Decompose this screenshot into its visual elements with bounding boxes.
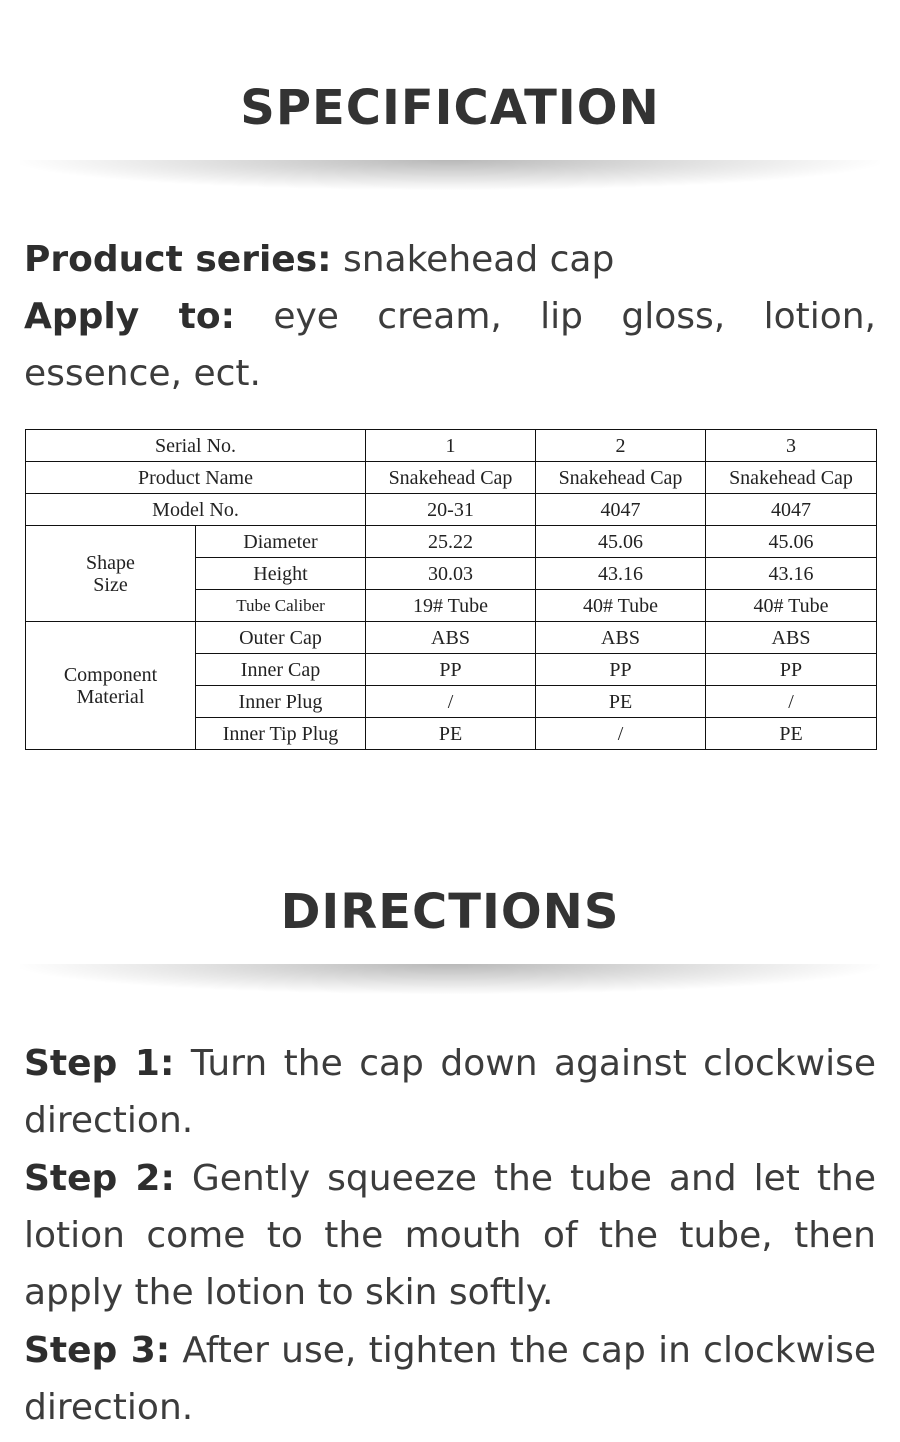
- table-cell: Snakehead Cap: [366, 462, 536, 494]
- directions-divider: [20, 964, 880, 994]
- table-row: [26, 462, 877, 494]
- table-cell: 2: [536, 430, 706, 462]
- table-cell: 30.03: [366, 558, 536, 590]
- table-cell: ABS: [706, 622, 877, 654]
- specification-table: [25, 429, 877, 750]
- table-cell: 43.16: [706, 558, 877, 590]
- component-label-line-1: Component: [63, 663, 158, 686]
- specification-divider: [20, 160, 880, 190]
- step-1: [24, 1035, 876, 1149]
- table-cell: 19# Tube: [366, 590, 536, 622]
- table-row: [26, 494, 877, 526]
- table-cell: PP: [366, 654, 536, 686]
- table-cell: /: [536, 718, 706, 750]
- directions-title: DIRECTIONS: [280, 884, 620, 940]
- step-2-label: Step 2:: [24, 1158, 175, 1199]
- product-series-label: Product series:: [24, 239, 332, 280]
- product-series-line: [24, 231, 876, 288]
- tube-caliber-label-cell: Tube Caliber: [196, 590, 366, 622]
- inner-tip-plug-label-cell: Inner Tip Plug: [196, 718, 366, 750]
- table-cell: 3: [706, 430, 877, 462]
- table-row: [26, 622, 877, 654]
- table-cell: Snakehead Cap: [706, 462, 877, 494]
- table-cell: 45.06: [536, 526, 706, 558]
- table-cell: ABS: [536, 622, 706, 654]
- table-cell: PE: [536, 686, 706, 718]
- table-cell: 4047: [706, 494, 877, 526]
- diameter-label-cell: Diameter: [196, 526, 366, 558]
- step-3: [24, 1322, 876, 1436]
- table-cell: ABS: [366, 622, 536, 654]
- model-label-cell: Model No.: [26, 494, 366, 526]
- table-row: [26, 526, 877, 558]
- apply-to-value: eye cream, lip gloss, lotion, essence, ect.: [24, 296, 877, 394]
- shape-size-group-cell: [26, 526, 196, 622]
- table-cell: PE: [366, 718, 536, 750]
- table-cell: 40# Tube: [706, 590, 877, 622]
- component-label-line-2: Material: [76, 685, 145, 708]
- step-2: [24, 1150, 876, 1321]
- step-3-label: Step 3:: [24, 1330, 171, 1371]
- table-cell: 43.16: [536, 558, 706, 590]
- table-row: [26, 430, 877, 462]
- apply-to-line: [24, 288, 876, 402]
- table-cell: 40# Tube: [536, 590, 706, 622]
- specification-title: SPECIFICATION: [240, 80, 660, 136]
- step-1-text: Turn the cap down against clockwise direction.: [24, 1043, 876, 1141]
- table-cell: Snakehead Cap: [536, 462, 706, 494]
- inner-cap-label-cell: Inner Cap: [196, 654, 366, 686]
- table-cell: 25.22: [366, 526, 536, 558]
- table-cell: PE: [706, 718, 877, 750]
- table-cell: /: [366, 686, 536, 718]
- table-cell: PP: [536, 654, 706, 686]
- outer-cap-label-cell: Outer Cap: [196, 622, 366, 654]
- table-cell: 4047: [536, 494, 706, 526]
- shape-size-label-line-2: Size: [93, 573, 128, 596]
- step-2-text: Gently squeeze the tube and let the lotion come to the mouth of the tube, then apply the lotion to skin softly.: [24, 1158, 876, 1313]
- inner-plug-label-cell: Inner Plug: [196, 686, 366, 718]
- table-cell: PP: [706, 654, 877, 686]
- table-cell: 45.06: [706, 526, 877, 558]
- table-cell: 20-31: [366, 494, 536, 526]
- component-material-group-cell: [26, 622, 196, 750]
- serial-label-cell: Serial No.: [26, 430, 366, 462]
- shape-size-label-line-1: Shape: [86, 551, 135, 574]
- apply-to-label: Apply to:: [24, 296, 235, 337]
- product-series-value: snakehead cap: [331, 239, 615, 280]
- step-1-label: Step 1:: [24, 1043, 175, 1084]
- height-label-cell: Height: [196, 558, 366, 590]
- product-name-label-cell: Product Name: [26, 462, 366, 494]
- table-cell: /: [706, 686, 877, 718]
- table-cell: 1: [366, 430, 536, 462]
- step-3-text: After use, tighten the cap in clockwise direction.: [24, 1330, 876, 1428]
